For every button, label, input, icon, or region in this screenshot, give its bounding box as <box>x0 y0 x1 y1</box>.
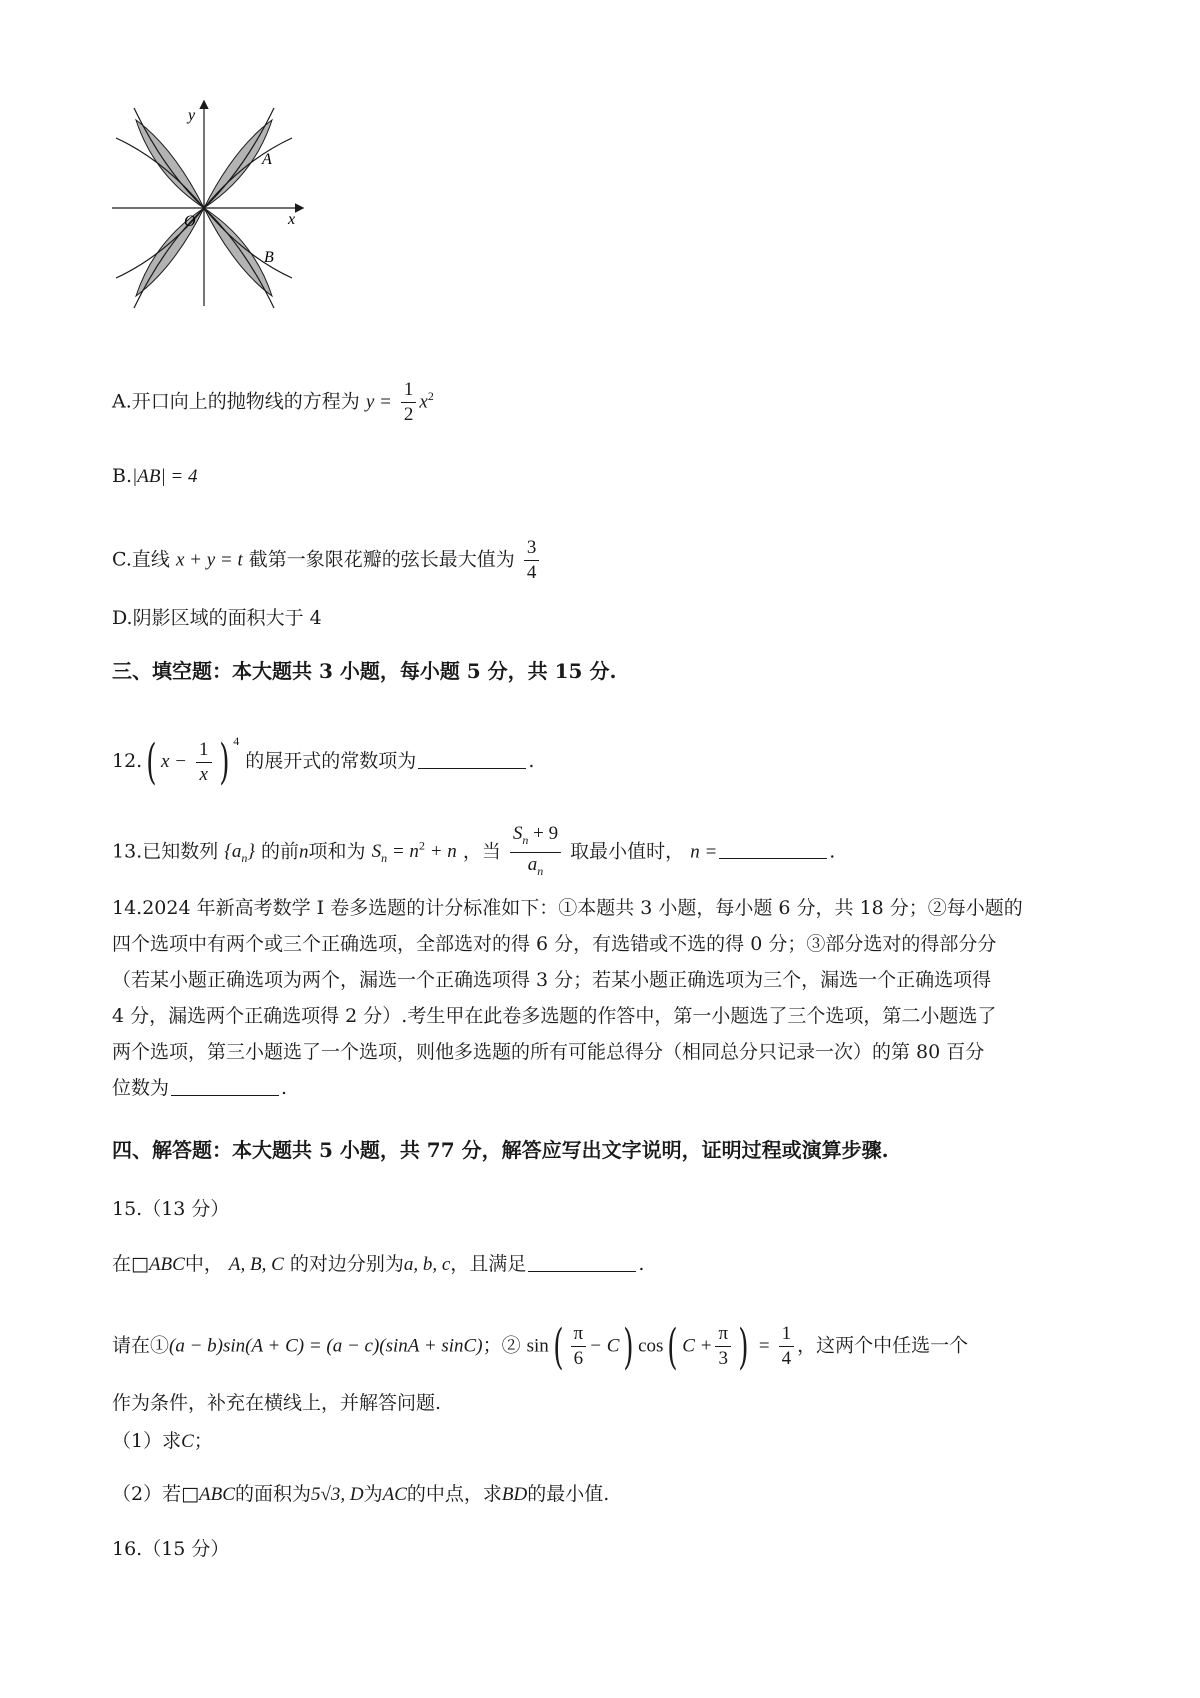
origin-label: O <box>184 213 196 230</box>
option-a-fraction: $\frac{1}{2}$ <box>401 378 417 427</box>
q14-answer-blank[interactable] <box>171 1075 279 1096</box>
option-a: A.开口向上的抛物线的方程为 y = $\frac{1}{2}$ $x^2$ <box>112 379 434 425</box>
question-16-header: 16.（15 分） <box>112 1538 230 1560</box>
option-b: B.|AB| = 4 <box>112 465 198 487</box>
q14-line: 四个选项中有两个或三个正确选项，全部选对的得 6 分，有选错或不选的得 0 分；③部分选对的得部分分 <box>112 933 997 955</box>
q14-line: 两个选项，第三小题选了一个选项，则他多选题的所有可能总得分（相同总分只记录一次）的第 80 百分 <box>112 1041 985 1063</box>
x-axis-label: x <box>288 211 296 228</box>
q13-answer-blank[interactable] <box>719 838 827 859</box>
question-15-part-2: （2）若□ABC的面积为5√3, D为AC的中点，求BD的最小值. <box>112 1483 610 1505</box>
option-c-fraction: $\frac{3}{4}$ <box>524 536 540 585</box>
q15-condition-blank[interactable] <box>528 1251 636 1272</box>
petal-quadrant-2 <box>136 120 204 208</box>
condition-1: (a − b)sin(A + C) = (a − c)(sinA + sinC) <box>169 1335 483 1357</box>
y-axis-label: y <box>188 107 196 124</box>
question-15-part-1: （1）求C； <box>112 1430 213 1452</box>
q14-line: （若某小题正确选项为两个，漏选一个正确选项得 3 分；若某小题正确选项为三个，漏选一个正确选项得 <box>112 969 992 991</box>
section-4-heading: 四、解答题：本大题共 5 小题，共 77 分，解答应写出文字说明，证明过程或演算步骤. <box>112 1138 889 1162</box>
question-14 <box>112 890 1092 1106</box>
question-15-header: 15.（13 分） <box>112 1198 230 1220</box>
condition-2-frac-pi3: $\frac{\pi}{3}$ <box>715 1322 731 1371</box>
petal-quadrant-4 <box>204 208 272 296</box>
parabola-petal-figure <box>104 100 324 310</box>
question-15-line-3: 作为条件，补充在横线上，并解答问题. <box>112 1392 442 1414</box>
option-c: C.直线 x + y = t 截第一象限花瓣的弦长最大值为 $\frac{3}{4}$ <box>112 536 542 585</box>
point-b-label: B <box>264 249 274 266</box>
q13-fraction: $\frac{S_n + 9}{a_n}$ <box>510 822 561 883</box>
q12-fraction: $\frac{1}{x}$ <box>196 738 212 787</box>
question-15-line-1: 在□ABC中， A, B, C 的对边分别为a, b, c，且满足 . <box>112 1253 645 1275</box>
q12-answer-blank[interactable] <box>418 748 526 769</box>
point-a-label: A <box>262 151 272 168</box>
condition-2-rhs: $\frac{1}{4}$ <box>779 1322 795 1371</box>
section-3-heading: 三、填空题：本大题共 3 小题，每小题 5 分，共 15 分. <box>112 659 617 683</box>
condition-2-frac-pi6: $\frac{\pi}{6}$ <box>571 1322 587 1371</box>
q14-line: 4 分，漏选两个正确选项得 2 分）.考生甲在此卷多选题的作答中，第一小题选了三个选项，第二小题选了 <box>112 1005 997 1027</box>
question-15-line-2: 请在①(a − b)sin(A + C) = (a − c)(sinA + sinC)；② sin( $\frac{\pi}{6}$ − C) cos( C + $\frac{\pi}{3}$ ) = $\frac{1}{4}$ ，这两个中任选一个 <box>112 1318 969 1375</box>
question-13: 13.已知数列 $\{a_n\}$ 的前n项和为 $S_n = n^2 + n$ ，当 $\frac{S_n + 9}{a_n}$ 取最小值时， n = . <box>112 822 835 883</box>
question-12: 12.( x − $\frac{1}{x}$ ) $^4$ 的展开式的常数项为 . <box>112 734 535 790</box>
q14-last-line: 位数为 . <box>112 1077 288 1099</box>
q14-line: 14.2024 年新高考数学 I 卷多选题的计分标准如下：①本题共 3 小题，每小题 6 分，共 18 分；②每小题的 <box>112 897 1023 919</box>
option-d: D.阴影区域的面积大于 4 <box>112 607 322 629</box>
